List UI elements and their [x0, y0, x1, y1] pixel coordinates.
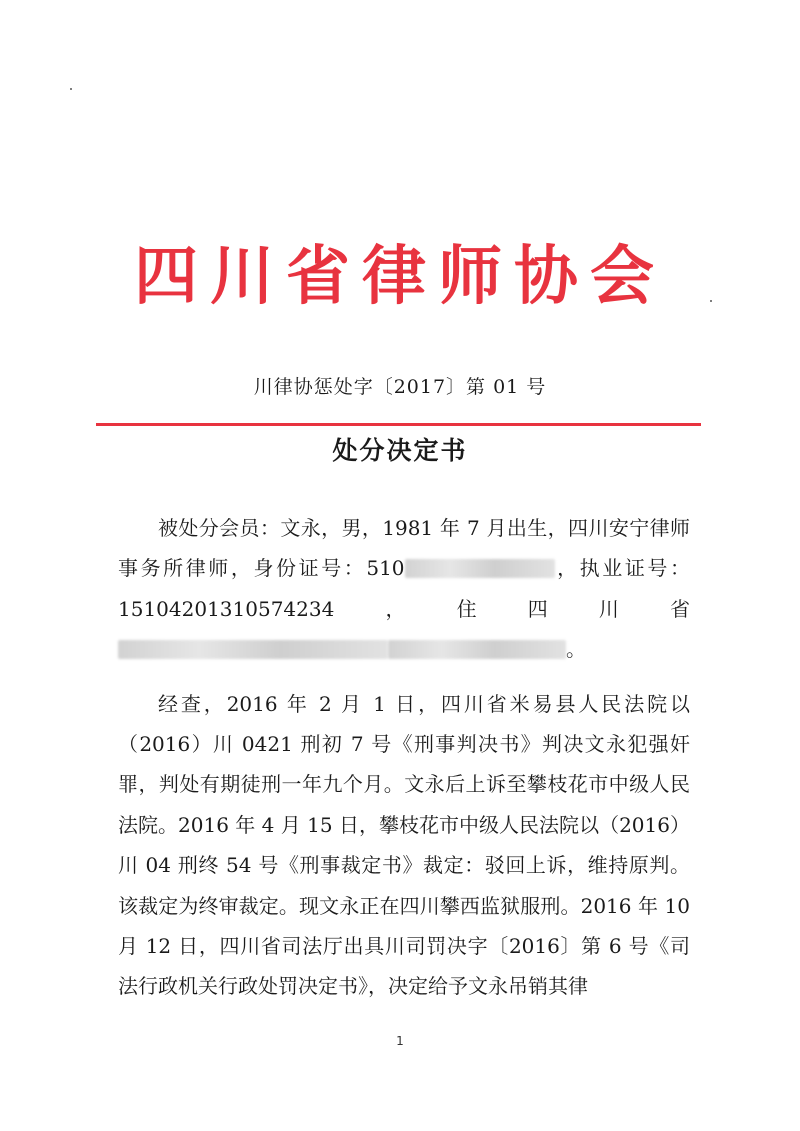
redacted-address-part1 [118, 640, 388, 659]
redacted-id-number [405, 559, 555, 578]
document-title: 处分决定书 [332, 436, 468, 465]
member-info-prefix: 被处分会员：文永，男，1981 年 7 月出生，四川安宁律师事务所律师，身份证号：510 [118, 516, 690, 581]
document-number: 川律协惩处字〔2017〕第 01 号 [253, 376, 547, 398]
paragraph-findings: 经查，2016 年 2 月 1 日，四川省米易县人民法院以（2016）川 0421 刑初 7 号《刑事判决书》判决文永犯强奸罪，判处有期徒刑一年九个月。文永后上诉至攀枝花市中级人民法院。2016 年 4 月 15 日，攀枝花市中级人民法院以（2016）川 04 刑终 54 号《刑事裁定书》裁定：驳回上诉，维持原判。该裁定为终审裁定。现文永正在四川攀西监狱服刑。2016 年 10 月 12 日，四川省司法厅出具川司罚决字〔2016〕第 6 号《司法行政机关行政处罚决定书》，决定给予文永吊销其律 [118, 691, 690, 999]
scan-speck [70, 88, 72, 90]
member-info-license: ，执业证号：15104201310574234，住四川省 [118, 556, 690, 621]
paragraph-gap [118, 670, 690, 684]
document-body [118, 508, 690, 1007]
paragraph-member-info [118, 508, 690, 670]
organization-header: 四川省律师协会 [134, 240, 666, 314]
member-info-end: 。 [566, 637, 586, 662]
red-divider-line [96, 423, 701, 426]
redacted-address-part2 [388, 640, 566, 659]
page-number: 1 [396, 1034, 404, 1048]
